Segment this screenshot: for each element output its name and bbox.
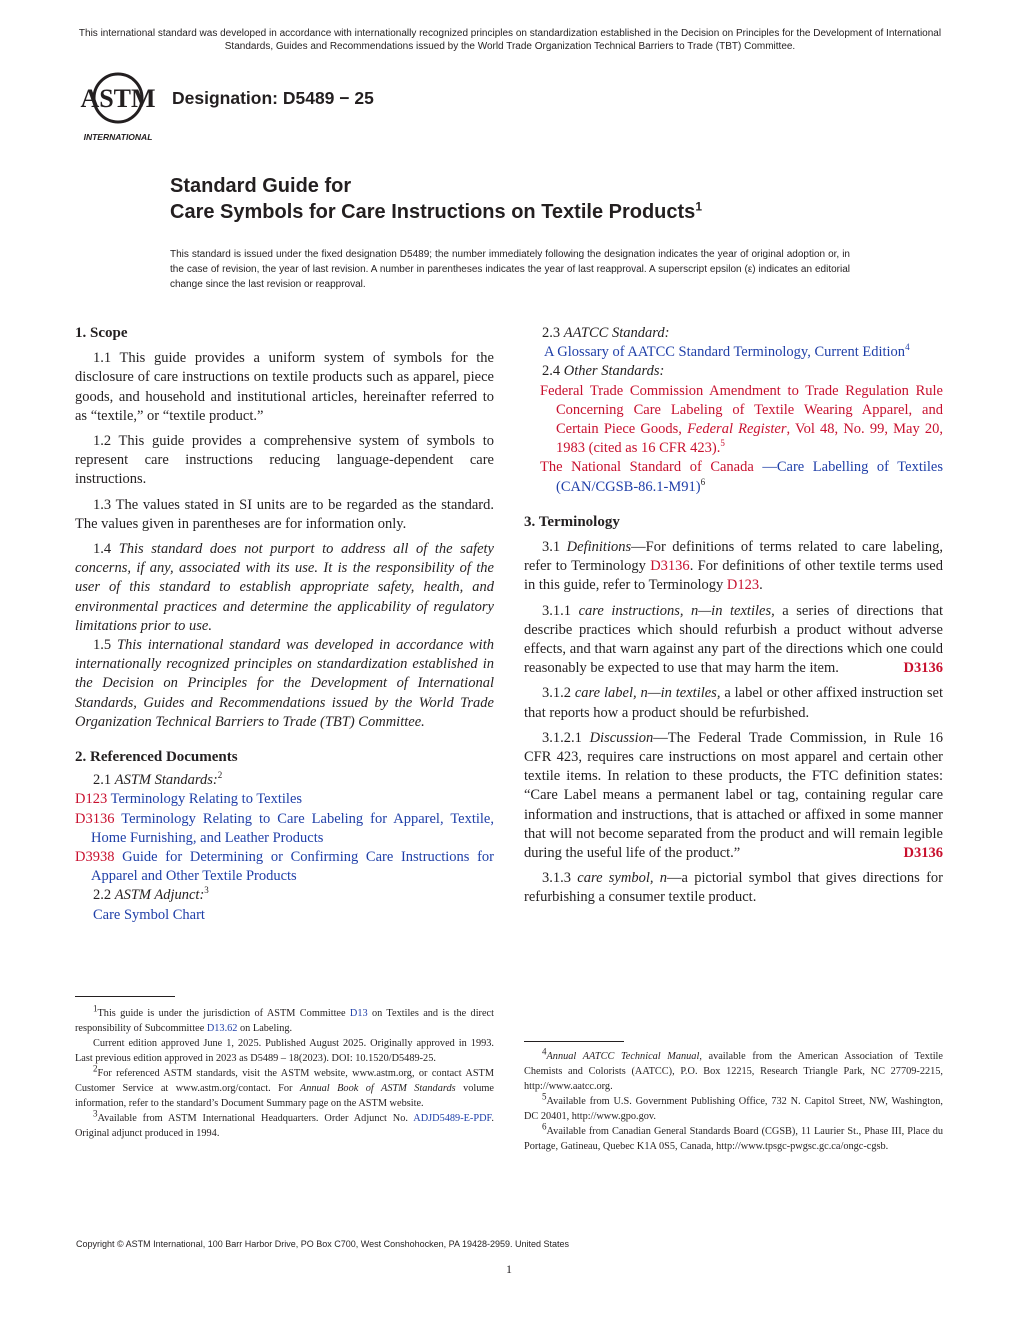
section-3-heading: 3. Terminology [524,513,620,530]
para-1-3: 1.3 The values stated in SI units are to be regarded as the standard. The values given in parentheses are for information only. [75,496,494,532]
astm-logo [72,72,164,144]
page-number: 1 [506,1262,512,1276]
para-2-2: 2.2 ASTM Adjunct:$^3$ [93,885,209,904]
section-2-heading: 2. Referenced Documents [75,749,238,766]
ref-d3938[interactable]: D3938 Guide for Determining or Confirming Care Instructions for Apparel and Other Textile Products [75,849,495,885]
para-3-1: 3.1 Definitions—For definitions of terms related to care labeling, refer to Terminology D3136. For definitions of other textile terms used in this guide, refer to Terminology D123. [524,539,944,594]
para-2-4: 2.4 Other Standards: [542,363,665,380]
para-1-5: 1.5 This international standard was developed in accordance with internationally recognized principles on standardization established in the Decision on Principles for the Development of International Standards, Guides and Recommendations issued by the World Trade Organization Technical Barriers to Trade (TBT) Committee. [75,637,494,730]
para-3-1-1: 3.1.1 care instructions, n—in textiles, a series of directions that describe practices which should refurbish a product without adverse effects, and that warn against any part of the directions which one could reasonably be expected to use that may harm the item. D3136 [524,602,943,677]
ref-d3136[interactable]: D3136 Terminology Relating to Care Labeling for Apparel, Textile, Home Furnishing, and Leather Products [75,810,494,846]
para-3-1-2: 3.1.2 care label, n—in textiles, a label or other affixed instruction set that reports how a product should be refurbished. [524,685,943,721]
footnotes-left [75,1003,494,1141]
designation: Designation: D5489 − 25 [172,88,374,108]
para-1-2: 1.2 This guide provides a comprehensive system of symbols to represent care instructions reducing language-dependent care instructions. [75,433,494,488]
issued-note: This standard is issued under the fixed designation D5489; the number immediately following the designation indicates the year of original adoption or, in the case of revision, the year of last revision. A number in parentheses indicates the year of last reapproval. A superscript epsilon (ε) indicates an editorial change since the last revision or reapproval. [170,249,850,290]
title-line-1: Standard Guide for [170,175,352,197]
footnote-3: $^3$Available from ASTM International Headquarters. Order Adjunct No. ADJD5489-E-PDF. Original adjunct produced in 1994. [75,1108,494,1139]
ref-canada-standard[interactable]: The National Standard of Canada —Care Labelling of Textiles (CAN/CGSB-86.1-M91)$^6$ [540,459,943,495]
footnote-2: $^2$For referenced ASTM standards, visit the ASTM website, www.astm.org, or contact ASTM Customer Service at www.astm.org/contact. For Annual Book of ASTM Standards volume information, refer to the standard’s Document Summary page on the ASTM website. [75,1063,494,1109]
copyright-notice: Copyright © ASTM International, 100 Barr Harbor Drive, PO Box C700, West Conshohocken, PA 19428-2959. United States [76,1239,570,1249]
footnote-rule-left [75,996,175,997]
ref-d123[interactable]: D123 Terminology Relating to Textiles [75,791,303,808]
footnote-1: $^1$This guide is under the jurisdiction of ASTM Committee D13 on Textiles and is the direct responsibility of Subcommittee D13.62 on Labeling. [75,1003,494,1034]
para-1-4: 1.4 This standard does not purport to address all of the safety concerns, if any, associated with its use. It is the responsibility of the user of this standard to establish appropriate safety, health, and environmental practices and determine the applicability of regulatory limitations prior to use. [75,541,494,634]
ref-ftc-amendment[interactable]: Federal Trade Commission Amendment to Trade Regulation Rule Concerning Care Labeling of Textile Wearing Apparel, and Certain Piece Goods, Federal Register, Vol 48, No. 99, May 20, 1983 (cited as 16 CFR 423).$^5$ [540,382,943,457]
svg-text:ASTM: ASTM [80,84,156,113]
title-line-2: Care Symbols for Care Instructions on Textile Products$^1$ [170,199,702,223]
international-standard-notice: This international standard was developed in accordance with internationally recognized principles on standardization established in the Decision on Principles for the Development of International Standards, Guides and Recommendations issued by the World Trade Organization Technical Barriers to Trade (TBT) Committee. [78,28,942,52]
section-1-heading: 1. Scope [75,325,128,341]
svg-text:INTERNATIONAL: INTERNATIONAL [83,132,153,142]
right-column [524,324,943,908]
footnotes-right [524,1046,943,1154]
footnote-1-edition: Current edition approved June 1, 2025. Published August 2025. Originally approved in 1993. Last previous edition approved in 2023 as D5489 – 18(2023). DOI: 10.1520/D5489-25. [75,1038,494,1064]
para-2-3: 2.3 AATCC Standard: [542,325,670,341]
document-title [170,173,702,225]
para-3-1-2-1: 3.1.2.1 Discussion—The Federal Trade Commission, in Rule 16 CFR 423, requires care instructions on most apparel and certain other textile items. In relation to these products, the FTC definition states: “Care Label means a permanent label or tag, containing regular care information and instructions, that is attached or affixed in some manner that will not become separated from the product and will remain legible during the useful life of the product.” D3136 [524,729,943,862]
para-1-1: 1.1 This guide provides a uniform system of symbols for the disclosure of care instructions on textile products such as apparel, piece goods, and household and institutional articles, hereinafter referred to as “textile,” or “textile product.” [75,350,494,424]
footnote-6: $^6$Available from Canadian General Standards Board (CGSB), 11 Laurier St., Phase III, Place du Portage, Gatineau, Quebec K1A 0S5, Canada, http://www.tpsgc-pwgsc.gc.ca/ongc-cgsb. [524,1121,943,1152]
footnote-rule-right [524,1041,624,1042]
ref-care-symbol-chart[interactable]: Care Symbol Chart [93,906,205,923]
footnote-5: $^5$Available from U.S. Government Publishing Office, 732 N. Capitol Street, NW, Washington, DC 20401, http://www.gpo.gov. [524,1091,943,1122]
footnote-4: $^4$Annual AATCC Technical Manual, available from the American Association of Textile Chemists and Colorists (AATCC), P.O. Box 12215, Research Triangle Park, NC 27709-2215, http://www.aatcc.org. [524,1046,943,1092]
para-3-1-3: 3.1.3 care symbol, n—a pictorial symbol that gives directions for refurbishing a consumer textile product. [524,870,944,906]
para-2-1: 2.1 ASTM Standards:$^2$ [93,770,223,789]
ref-aatcc-glossary[interactable]: A Glossary of AATCC Standard Terminology, Current Edition$^4$ [544,342,910,361]
adjunct-link[interactable]: ADJD5489-E-PDF [413,1113,492,1124]
left-column [75,324,494,925]
